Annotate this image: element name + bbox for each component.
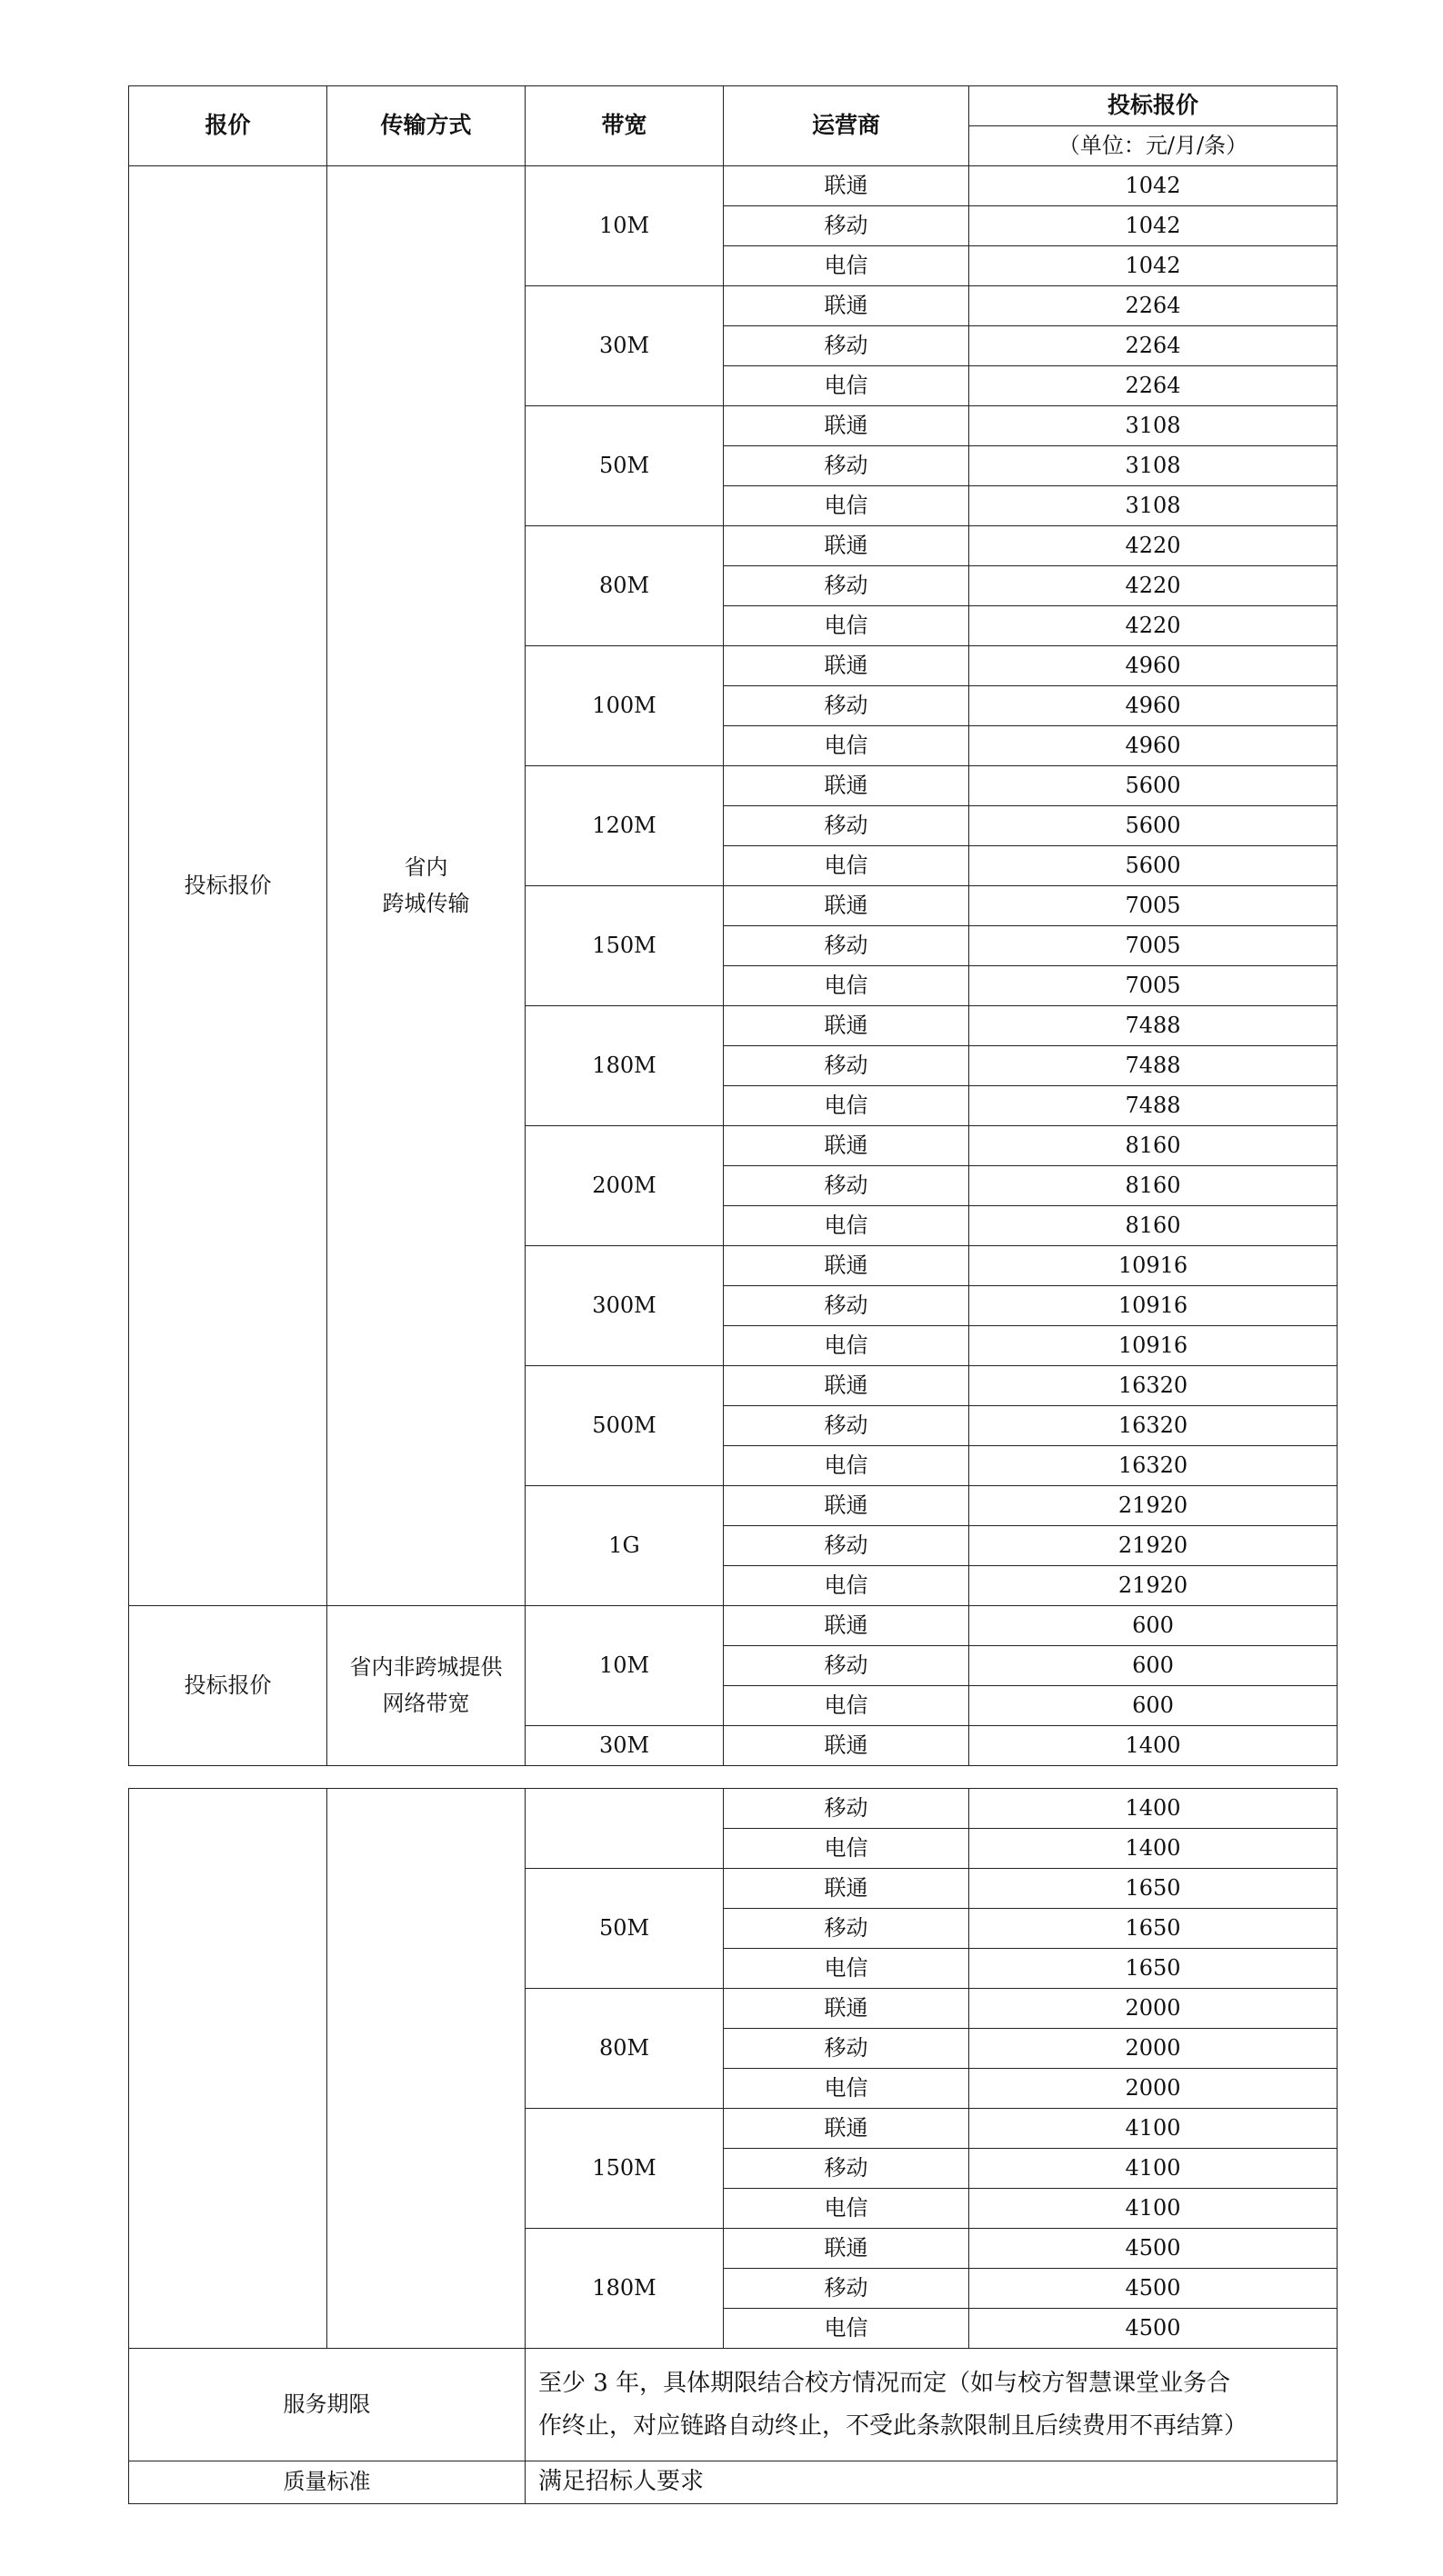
operator-cell: 联通 [724,166,969,206]
bandwidth-cell: 100M [526,646,724,766]
price-cell: 4220 [969,526,1338,566]
transmission-line: 省内非跨城提供 [349,1653,503,1680]
price-cell: 1650 [969,1909,1338,1949]
price-cell: 5600 [969,806,1338,846]
operator-cell: 联通 [724,286,969,326]
bandwidth-cell: 180M [526,1006,724,1126]
operator-cell: 移动 [724,1646,969,1686]
price-cell: 5600 [969,766,1338,806]
bandwidth-cell: 150M [526,2109,724,2229]
operator-cell: 联通 [724,2229,969,2269]
operator-cell: 移动 [724,1909,969,1949]
operator-cell: 联通 [724,646,969,686]
price-cell: 4960 [969,726,1338,766]
operator-cell: 电信 [724,2069,969,2109]
bandwidth-cell: 500M [526,1366,724,1486]
operator-cell: 联通 [724,1486,969,1526]
price-cell: 1650 [969,1869,1338,1909]
operator-cell: 电信 [724,1326,969,1366]
bandwidth-cell: 10M [526,166,724,286]
price-cell: 2000 [969,2029,1338,2069]
price-cell: 5600 [969,846,1338,886]
bandwidth-cell: 80M [526,526,724,646]
price-cell: 4500 [969,2269,1338,2309]
operator-cell: 电信 [724,1086,969,1126]
price-cell: 1650 [969,1949,1338,1989]
operator-cell: 联通 [724,1366,969,1406]
empty-transmission-cell [327,1789,526,2349]
price-cell: 4960 [969,686,1338,726]
price-cell: 1042 [969,246,1338,286]
service-period-value [526,2349,1338,2461]
table-row [129,1606,1338,1646]
transmission-cell [327,1606,526,1766]
operator-cell: 移动 [724,1526,969,1566]
operator-cell: 移动 [724,1166,969,1206]
price-cell: 7005 [969,926,1338,966]
price-cell: 21920 [969,1526,1338,1566]
operator-cell: 联通 [724,1246,969,1286]
price-cell: 7488 [969,1046,1338,1086]
operator-cell: 电信 [724,1829,969,1869]
service-period-line-1: 至少 3 年，具体期限结合校方情况而定（如与校方智慧课堂业务合 [538,2369,1231,2397]
operator-cell: 电信 [724,486,969,526]
price-group-label: 投标报价 [129,1606,327,1766]
price-cell: 4220 [969,606,1338,646]
price-cell: 7005 [969,886,1338,926]
operator-cell: 移动 [724,1789,969,1829]
price-cell: 8160 [969,1126,1338,1166]
price-cell: 16320 [969,1446,1338,1486]
price-cell: 600 [969,1606,1338,1646]
price-cell: 21920 [969,1566,1338,1606]
operator-cell: 联通 [724,526,969,566]
operator-cell: 移动 [724,326,969,366]
price-cell: 1042 [969,206,1338,246]
bandwidth-cell: 150M [526,886,724,1006]
bandwidth-cell: 200M [526,1126,724,1246]
table-row [129,166,1338,206]
operator-cell: 电信 [724,1206,969,1246]
operator-cell: 联通 [724,1606,969,1646]
bandwidth-cell: 30M [526,286,724,406]
price-cell: 1400 [969,1829,1338,1869]
operator-cell: 联通 [724,2109,969,2149]
header-price: 报价 [129,86,327,166]
price-cell: 2000 [969,2069,1338,2109]
price-cell: 16320 [969,1366,1338,1406]
price-cell: 21920 [969,1486,1338,1526]
operator-cell: 移动 [724,446,969,486]
header-transmission: 传输方式 [327,86,526,166]
quality-standard-label: 质量标准 [129,2461,526,2504]
operator-cell: 移动 [724,686,969,726]
price-cell: 2000 [969,1989,1338,2029]
operator-cell: 移动 [724,1286,969,1326]
bandwidth-cell: 30M [526,1726,724,1766]
price-cell: 1042 [969,166,1338,206]
price-cell: 7005 [969,966,1338,1006]
price-cell: 4500 [969,2229,1338,2269]
service-period-line-2: 作终止，对应链路自动终止，不受此条款限制且后续费用不再结算） [538,2411,1248,2440]
operator-cell: 电信 [724,606,969,646]
operator-cell: 电信 [724,2189,969,2229]
operator-cell: 电信 [724,1566,969,1606]
header-bandwidth: 带宽 [526,86,724,166]
operator-cell: 联通 [724,1989,969,2029]
transmission-cell [327,166,526,1606]
bandwidth-cell: 10M [526,1606,724,1726]
price-cell: 8160 [969,1166,1338,1206]
operator-cell: 移动 [724,926,969,966]
price-cell: 10916 [969,1246,1338,1286]
bid-price-table [128,85,1338,1766]
operator-cell: 联通 [724,1869,969,1909]
operator-cell: 移动 [724,206,969,246]
header-unit: （单位：元/月/条） [969,126,1338,166]
price-cell: 4100 [969,2109,1338,2149]
bandwidth-cell: 180M [526,2229,724,2349]
empty-price-cell [129,1789,327,2349]
price-cell: 4960 [969,646,1338,686]
operator-cell: 电信 [724,1686,969,1726]
operator-cell: 移动 [724,1046,969,1086]
operator-cell: 联通 [724,1006,969,1046]
price-cell: 3108 [969,446,1338,486]
price-cell: 7488 [969,1086,1338,1126]
bandwidth-cell: 50M [526,406,724,526]
bandwidth-cell: 120M [526,766,724,886]
service-period-label: 服务期限 [129,2349,526,2461]
price-cell: 3108 [969,486,1338,526]
price-cell: 600 [969,1686,1338,1726]
operator-cell: 电信 [724,1446,969,1486]
transmission-line: 跨城传输 [382,890,470,916]
bandwidth-cell: 80M [526,1989,724,2109]
price-cell: 2264 [969,366,1338,406]
price-cell: 2264 [969,326,1338,366]
price-cell: 4220 [969,566,1338,606]
operator-cell: 联通 [724,886,969,926]
transmission-line: 网络带宽 [382,1690,470,1716]
price-cell: 4500 [969,2309,1338,2349]
bandwidth-cell: 50M [526,1869,724,1989]
operator-cell: 移动 [724,806,969,846]
operator-cell: 联通 [724,1126,969,1166]
price-cell: 4100 [969,2189,1338,2229]
operator-cell: 电信 [724,966,969,1006]
price-cell: 1400 [969,1726,1338,1766]
operator-cell: 电信 [724,366,969,406]
operator-cell: 移动 [724,2149,969,2189]
bandwidth-cell: 300M [526,1246,724,1366]
operator-cell: 电信 [724,2309,969,2349]
price-cell: 8160 [969,1206,1338,1246]
bandwidth-cell [526,1789,724,1869]
operator-cell: 移动 [724,2269,969,2309]
bandwidth-cell: 1G [526,1486,724,1606]
price-cell: 1400 [969,1789,1338,1829]
price-cell: 7488 [969,1006,1338,1046]
operator-cell: 联通 [724,406,969,446]
bid-price-table-continued [128,1788,1338,2504]
table-row [129,1789,1338,1829]
operator-cell: 电信 [724,726,969,766]
price-cell: 16320 [969,1406,1338,1446]
price-cell: 4100 [969,2149,1338,2189]
header-operator: 运营商 [724,86,969,166]
operator-cell: 电信 [724,246,969,286]
quality-standard-value: 满足招标人要求 [526,2461,1338,2504]
operator-cell: 联通 [724,1726,969,1766]
operator-cell: 联通 [724,766,969,806]
price-cell: 600 [969,1646,1338,1686]
operator-cell: 移动 [724,2029,969,2069]
price-cell: 10916 [969,1286,1338,1326]
operator-cell: 电信 [724,1949,969,1989]
header-bid: 投标报价 [969,86,1338,126]
operator-cell: 移动 [724,1406,969,1446]
transmission-line: 省内 [404,854,448,880]
price-cell: 2264 [969,286,1338,326]
price-group-label: 投标报价 [129,166,327,1606]
operator-cell: 电信 [724,846,969,886]
operator-cell: 移动 [724,566,969,606]
price-cell: 3108 [969,406,1338,446]
price-cell: 10916 [969,1326,1338,1366]
